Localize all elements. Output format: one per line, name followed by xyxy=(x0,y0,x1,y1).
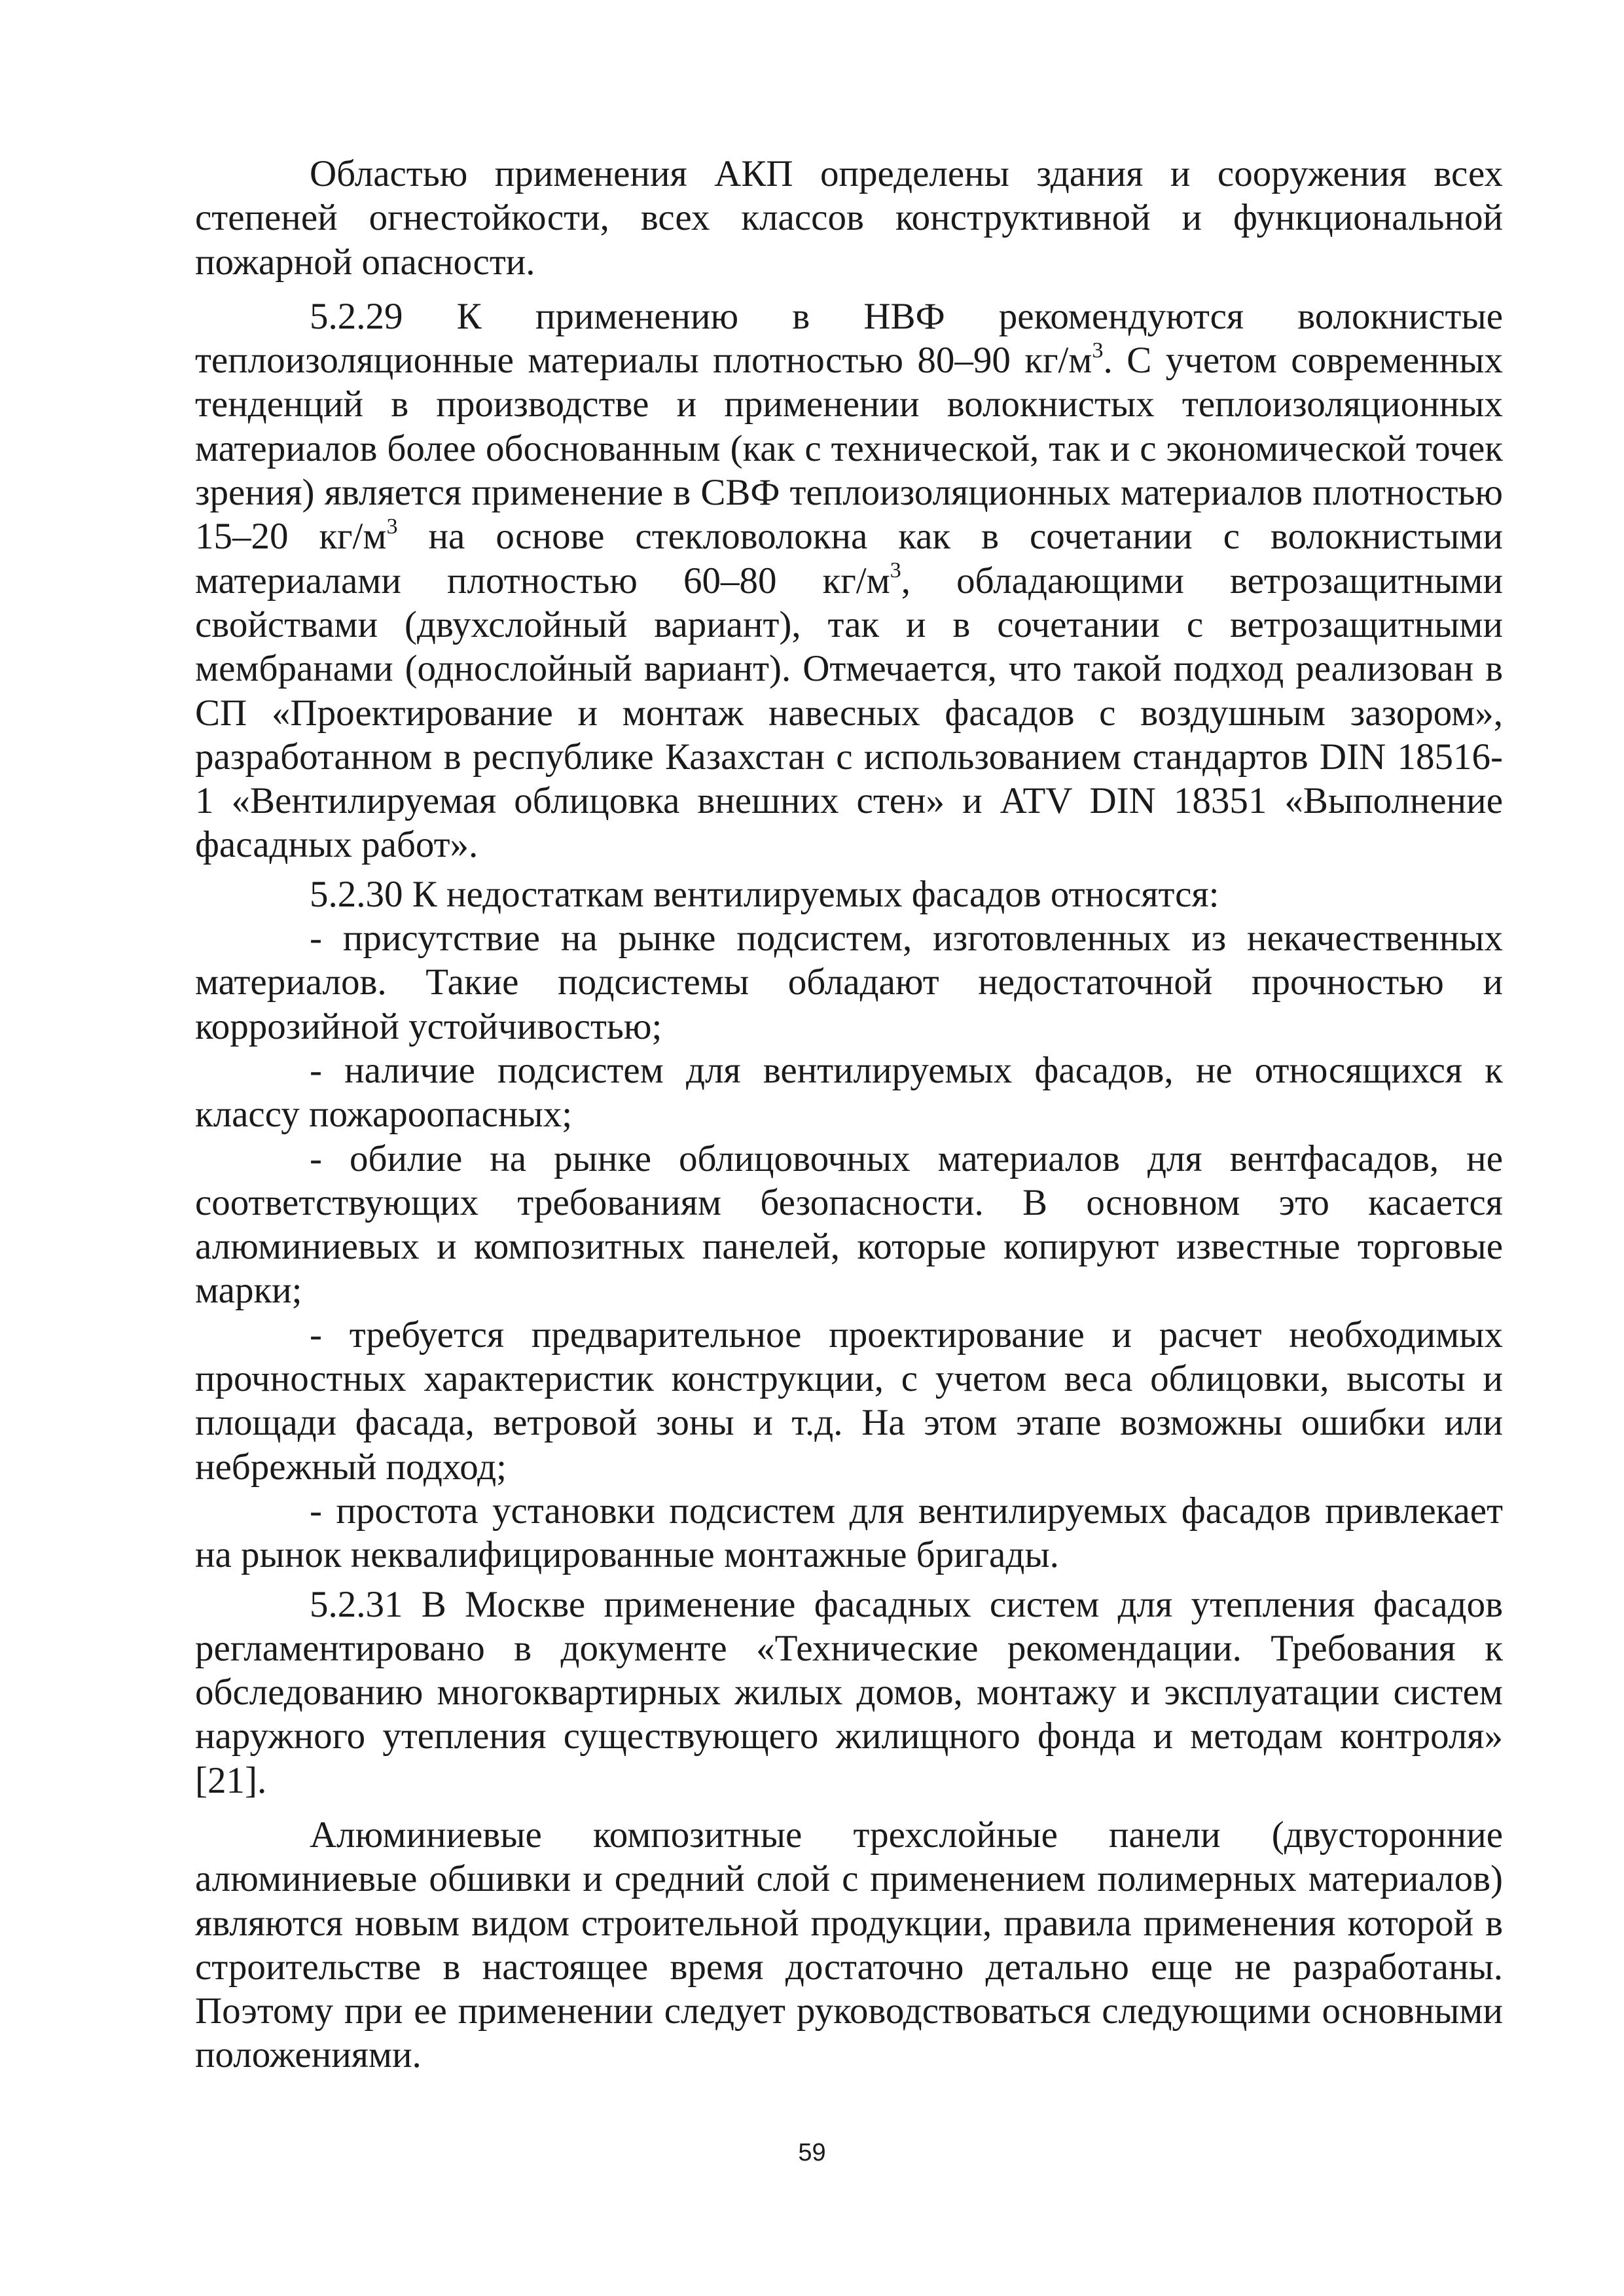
list-item-low-quality-subsystems: - присутствие на рынке подсистем, изготовленных из некачественных материалов. Такие подсистемы обладают недостаточной прочностью и коррозийной устойчивостью; xyxy=(195,918,1503,1047)
list-item-easy-installation: - простота установки подсистем для вентилируемых фасадов привлекает на рынок неквалифицированные монтажные бригады. xyxy=(195,1490,1503,1576)
paragraph-5-2-30: 5.2.30 К недостаткам вентилируемых фасадов относятся: xyxy=(310,873,1219,915)
superscript-cubic: 3 xyxy=(386,514,398,539)
list-item-unsafe-cladding: - обилие на рынке облицовочных материалов для вентфасадов, не соответствующих требованиям безопасности. В основном это касается алюминиевых и композитных панелей, которые копируют известные торговые марки; xyxy=(195,1138,1503,1312)
superscript-cubic: 3 xyxy=(890,558,901,583)
paragraph-composite-panels: Алюминиевые композитные трехслойные панели (двусторонние алюминиевые обшивки и средний слой с применением полимерных материалов) являются новым видом строительной продукции, правила применения которой в строительстве в настоящее время достаточно детально еще не разработаны. Поэтому при ее применении следует руководствоваться следующими основными положениями. xyxy=(195,1814,1503,2076)
paragraph-akp-scope: Областью применения АКП определены здания и сооружения всех степеней огнестойкости, всех классов конструктивной и функциональной пожарной опасности. xyxy=(195,153,1503,283)
paragraph-5-2-29-part-2: . С учетом современных тенденций в производстве и применении волокнистых теплоизоляционных материалов более обоснованным (как с технической, так и с экономической точек зрения) является применение в СВФ теплоизоляционных материалов плотностью 15–20 кг/м xyxy=(195,340,1503,558)
paragraph-5-2-29-part-3: на основе стекловолокна как в сочетании с волокнистыми материалами плотностью 60–80 кг/м xyxy=(195,516,1503,601)
paragraph-5-2-29 xyxy=(195,295,1503,867)
page-number: 59 xyxy=(798,2139,826,2166)
paragraph-5-2-29-part-1: 5.2.29 К применению в НВФ рекомендуются волокнистые теплоизоляционные материалы плотностью 80–90 кг/м xyxy=(195,295,1503,382)
list-item-design-required: - требуется предварительное проектирование и расчет необходимых прочностных характеристик конструкции, с учетом веса облицовки, высоты и площади фасада, ветровой зоны и т.д. На этом этапе возможны ошибки или небрежный подход; xyxy=(195,1314,1503,1488)
list-item-fire-hazard-subsystems: - наличие подсистем для вентилируемых фасадов, не относящихся к классу пожароопасных; xyxy=(195,1049,1503,1136)
paragraph-5-2-31: 5.2.31 В Москве применение фасадных систем для утепления фасадов регламентировано в документе «Технические рекомендации. Требования к обследованию многоквартирных жилых домов, монтажу и эксплуатации систем наружного утепления существующего жилищного фонда и методам контроля» [21]. xyxy=(195,1583,1503,1801)
page-body xyxy=(195,152,1503,2077)
superscript-cubic: 3 xyxy=(1092,338,1104,363)
paragraph-5-2-29-part-4: , обладающими ветрозащитными свойствами (двухслойный вариант), так и в сочетании с ветрозащитными мембранами (однослойный вариант). Отмечается, что такой подход реализован в СП «Проектирование и монтаж навесных фасадов с воздушным зазором», разработанном в республике Казахстан с использованием стандартов DIN 18516-1 «Вентилируемая облицовка внешних стен» и ATV DIN 18351 «Выполнение фасадных работ». xyxy=(195,560,1503,866)
